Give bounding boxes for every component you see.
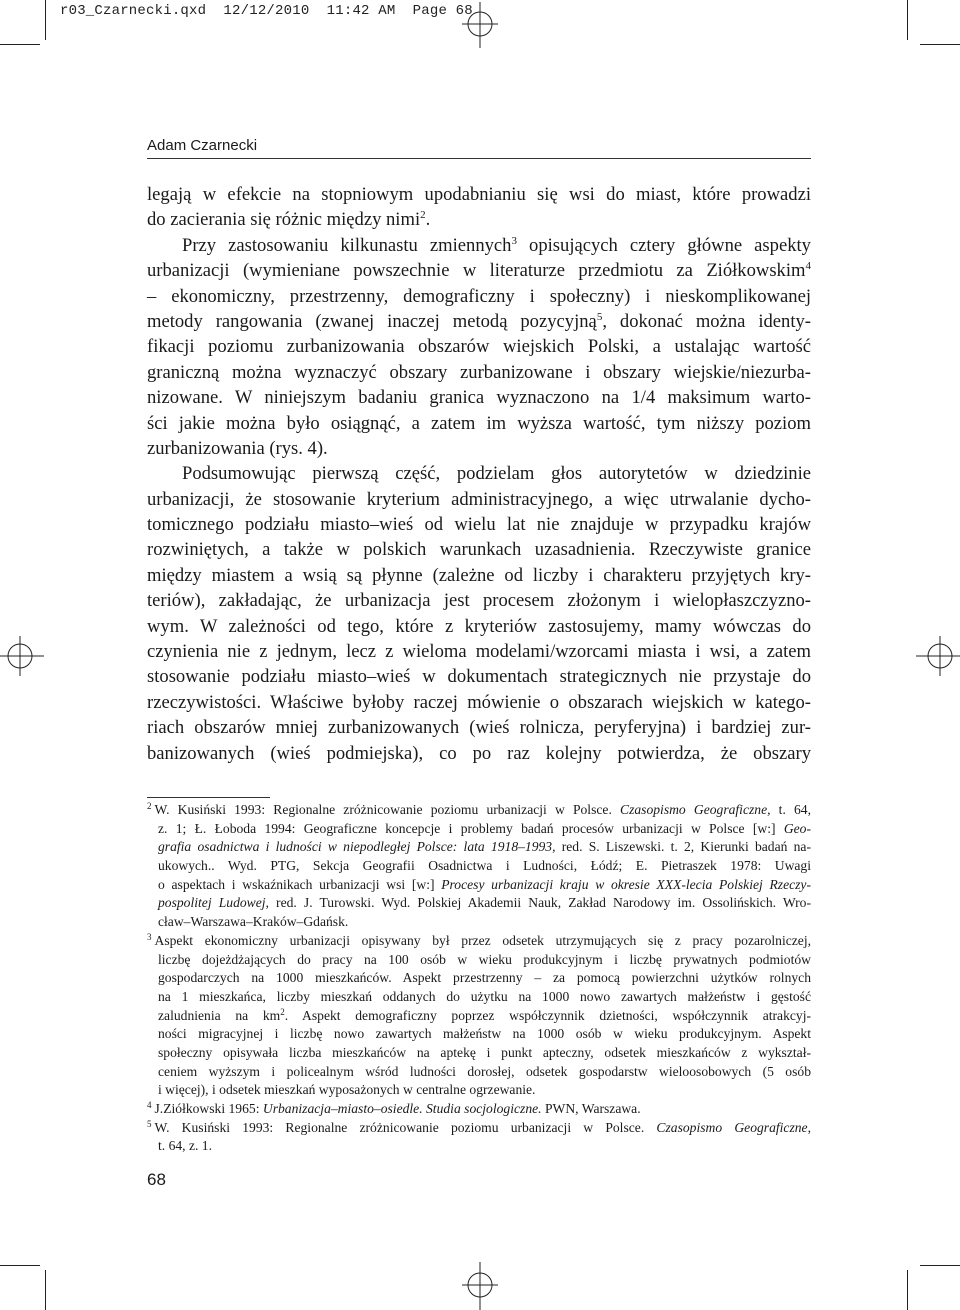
footnote-ref[interactable]: 5 [596, 310, 603, 323]
footnote-line: ukowych.. Wyd. PTG, Sekcja Geografii Osadnictwa i Ludności, Łódź; E. Pietraszek 1978: Uwagi [158, 858, 811, 874]
footnote-line: zaludnienia na $km^2$. Aspekt demograficzny poprzez współczynnik dzietności, współczynnik atrakcyj- [158, 1006, 811, 1023]
text-line: riach obszarów mniej zurbanizowanych (wieś rolnicza, peryferyjna) i bardziej zur- [147, 717, 811, 739]
footnote-line: ceniem wyższym i policealnym wśród ludności dorosłej, odsetek gospodarstw wieloosobowych (5 osób [158, 1063, 811, 1079]
footnote-number: 2 [147, 801, 152, 811]
footnote-line: gospodarczych na 1000 mieszkańców. Aspekt przestrzenny – za pomocą powierzchni użytków rolnych [158, 970, 811, 986]
text-line: tomicznego podziału miasto–wieś od wielu lat nie znajduje w przypadku krajów [147, 514, 811, 536]
text-line: banizowanych (wieś podmiejska), co po raz kolejny potwierdza, że obszary [147, 742, 811, 764]
text-line: fikacji poziomu zurbanizowania obszarów wiejskich Polski, a ustalając wartość [147, 336, 811, 358]
footnote-line: t. 64, z. 1. [158, 1138, 212, 1154]
registration-mark-icon [456, 2, 504, 50]
footnote-line: pospolitej Ludowej, red. J. Turowski. Wyd. Polskiej Akademii Nauk, Zakład Narodowy im. Ossolińskich. Wro- [158, 895, 812, 911]
footnote-number: 5 [147, 1118, 152, 1129]
registration-mark-icon [456, 1258, 504, 1310]
text-line: teriów), zakładając, że urbanizacja jest procesem złożonym i wielopłaszczyzno- [147, 590, 811, 612]
text-line: metody rangowania (zwanej inaczej metodą pozycyjną$^5$, dokonać można identy- [147, 310, 811, 332]
file-slug: r03_Czarnecki.qxd 12/12/2010 11:42 AM Page 68 [60, 3, 473, 19]
footnote-line: i więcej), i odsetek mieszkań wyposażonych w centralne ogrzewanie. [158, 1082, 536, 1098]
text-line: rozwiniętych, a także w polskich warunkach uzasadnienia. Rzeczywiste granice [147, 539, 811, 561]
text-line: do zacierania się różnic między nimi$^2$. [147, 209, 431, 231]
footnote-line: cław–Warszawa–Kraków–Gdańsk. [158, 914, 349, 930]
text-line: między miastem a wsią są płynne (zależne od liczby i charakteru przyjętych kry- [147, 564, 811, 586]
body-text [147, 182, 811, 766]
footnote-line: na 1 mieszkańca, liczby mieszkań oddanych do użytku na 1000 nowo zawartych małżeństw i gęstość [158, 988, 811, 1004]
text-line: graniczną można wyznaczyć obszary zurbanizowane i obszary wiejskie/niezurba- [147, 361, 811, 383]
running-header-author: Adam Czarnecki [147, 137, 258, 154]
footnotes [147, 801, 811, 1156]
footnote-ref[interactable]: 3 [511, 234, 517, 247]
crop-mark [0, 44, 40, 45]
footnote-line: $^3$ Aspekt ekonomiczny urbanizacji opisywany był przez odsetek utrzymujących się z pracy pozarolniczej, [147, 931, 811, 948]
crop-mark [907, 1270, 908, 1310]
text-line: stosowanie podziału miasto–wieś w dokumentach strategicznych nie przystaje do [147, 666, 811, 688]
text-line: legają w efekcie na stopniowym upodabnianiu się wsi do miast, które prowadzi [147, 184, 811, 205]
text-line: wym. W zależności od tego, które z kryteriów zastosujemy, mamy wówczas do [147, 615, 811, 637]
crop-mark [45, 0, 46, 40]
footnote-line: społeczny opisywała liczba mieszkańców na aptekę i punkt apteczny, odsetek mieszkańców z wykształ- [158, 1044, 811, 1060]
header-rule [147, 158, 811, 159]
text-line: Podsumowując pierwszą część, podzielam głos autorytetów w dziedzinie [182, 463, 811, 485]
text-line: nizowane. W niniejszym badaniu granica wyznaczono na 1/4 maksimum warto- [147, 387, 811, 409]
crop-mark [0, 1265, 40, 1266]
footnote-line: $^4$ J.Ziółkowski 1965: Urbanizacja–miasto–osiedle. Studia socjologiczne. PWN, Warszawa. [147, 1100, 641, 1116]
footnote-line: o aspektach i wskaźnikach urbanizacji wsi [w:] Procesy urbanizacji kraju w okresie XXX-lecia Polskiej Rzeczy- [158, 876, 811, 892]
footnote-ref[interactable]: 4 [805, 260, 811, 273]
text-line: Przy zastosowaniu kilkunastu zmiennych$^3$ opisujących cztery główne aspekty [182, 234, 811, 256]
text-line: urbanizacji, że stosowanie kryterium administracyjnego, a więc utrwalanie dycho- [147, 488, 811, 510]
footnote-line: ności migracyjnej i liczbę nowo zawartych małżeństw na 1000 osób w wieku produkcyjnym. Aspekt [158, 1026, 811, 1042]
registration-mark-icon [0, 630, 44, 682]
footnote-ref[interactable]: 2 [420, 209, 426, 222]
registration-mark-icon [916, 630, 960, 682]
page-number: 68 [147, 1170, 166, 1189]
crop-mark [907, 0, 908, 40]
footnote-line: liczbę dojeżdżających do pracy na 100 osób w wieku produkcyjnym i liczbę prywatnych podmiotów [158, 951, 811, 967]
text-line: ści jakie można było osiągnąć, a zatem im wyższa wartość, tym niższy poziom [147, 412, 811, 434]
text-line: czynienia nie z jednym, lecz z wieloma modelami/wzorcami miasta i wsi, a zatem [147, 641, 811, 663]
footnote-number: 4 [147, 1100, 152, 1110]
footnote-number: 3 [147, 931, 152, 942]
text-line: zurbanizowania (rys. 4). [147, 437, 328, 459]
crop-mark [45, 1270, 46, 1310]
footnote-line: $^5$ W. Kusiński 1993: Regionalne zróżnicowanie poziomu urbanizacji w Polsce. Czasopismo Geograficzne, [147, 1118, 811, 1135]
text-line: urbanizacji (wymieniane powszechnie w literaturze przedmiotu za Ziółkowskim$^4$ [147, 260, 811, 282]
footnote-rule [147, 797, 270, 798]
text-line: – ekonomiczny, przestrzenny, demograficzny i społeczny) i nieskomplikowanej [147, 285, 811, 307]
footnote-line: z. 1; Ł. Łoboda 1994: Geograficzne koncepcje i problemy badań procesów urbanizacji w Polsce [w:] Geo- [158, 820, 811, 836]
crop-mark [920, 1265, 960, 1266]
footnote-line: grafia osadnictwa i ludności w niepodległej Polsce: lata 1918–1993, red. S. Liszewski. t. 2, Kierunki badań na- [158, 839, 811, 855]
footnote-line: $^2$ W. Kusiński 1993: Regionalne zróżnicowanie poziomu urbanizacji w Polsce. Czasopismo Geograficzne, t. 64, [147, 801, 811, 817]
crop-mark [920, 44, 960, 45]
text-line: rzeczywistości. Właściwe byłoby raczej mówienie o obszarach wiejskich w katego- [147, 691, 811, 713]
